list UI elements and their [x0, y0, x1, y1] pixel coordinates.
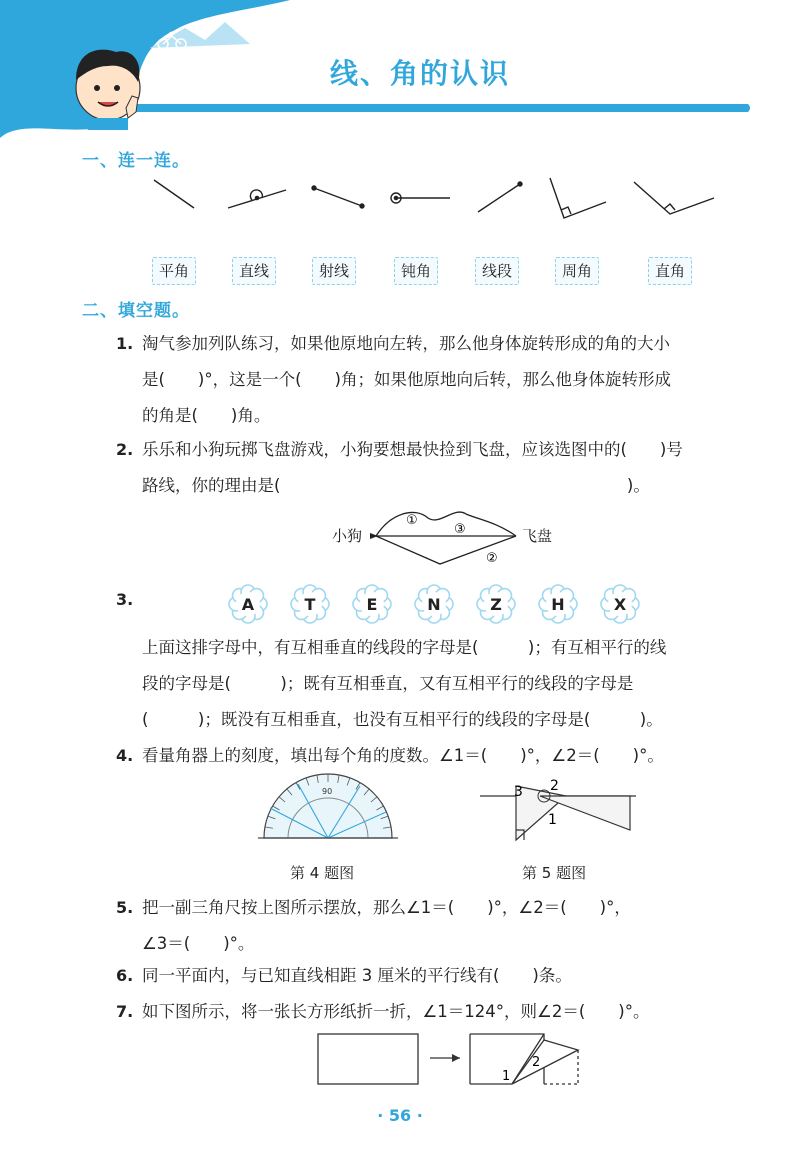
letter-h: H	[551, 595, 565, 614]
q6-number: 6.	[116, 966, 134, 985]
letter-flower-z	[477, 585, 515, 623]
q3-number: 3.	[116, 590, 134, 609]
fig5-label-3: 3	[514, 784, 523, 800]
letter-flower-h	[539, 585, 577, 623]
letter-flower-e	[353, 585, 391, 623]
protractor-90-label: 90	[322, 787, 333, 796]
q3-line-2: 段的字母是( )；既有互相垂直，又有互相平行的线段的字母是	[142, 674, 634, 693]
label-segment[interactable]: 线段	[475, 257, 519, 285]
caption-q4: 第 4 题图	[290, 864, 355, 882]
label-ray[interactable]: 射线	[312, 257, 356, 285]
letter-n: N	[427, 595, 441, 614]
rectangle-paper	[318, 1034, 418, 1084]
fold-angle-1: 1	[502, 1069, 511, 1084]
route-label-2: ②	[486, 551, 498, 566]
frisbee-label: 飞盘	[522, 527, 553, 545]
page-title: 线、角的认识	[329, 57, 510, 90]
label-full-angle[interactable]: 周角	[555, 257, 599, 285]
paper-fold-figure	[316, 1032, 586, 1088]
fold-angle-2: 2	[532, 1055, 541, 1070]
letter-flower-x	[601, 585, 639, 623]
q1-line-2: 是( )°，这是一个( )角；如果他原地向后转，那么他身体旋转形成	[142, 370, 671, 389]
page-number: · 56 ·	[377, 1106, 423, 1125]
figure-right-angle	[550, 178, 606, 218]
section-title-fill-in: 二、填空题。	[82, 301, 190, 321]
route-label-1: ①	[406, 513, 418, 528]
dog-label: 小狗	[332, 527, 363, 545]
letter-flower-n	[415, 585, 453, 623]
q4-line: 看量角器上的刻度，填出每个角的度数。∠1＝( )°，∠2＝( )°。	[142, 746, 664, 765]
q3-line-3: ( )；既没有互相垂直，也没有互相平行的线段的字母是( )。	[142, 710, 663, 729]
letter-z: Z	[490, 595, 502, 614]
matching-figures	[140, 172, 740, 232]
figure-line	[154, 180, 194, 208]
figure-segment-a	[314, 188, 362, 206]
letter-a: A	[241, 595, 255, 614]
letter-flowers	[220, 582, 660, 626]
label-right-angle[interactable]: 直角	[648, 257, 692, 285]
letter-flower-t	[291, 585, 329, 623]
letter-flower-a	[229, 585, 267, 623]
q7-number: 7.	[116, 1002, 134, 1021]
q1-line-1: 淘气参加列队练习，如果他原地向左转，那么他身体旋转形成的角的大小	[142, 334, 670, 353]
triangle-rulers-figure	[480, 776, 640, 848]
caption-q5: 第 5 题图	[522, 864, 587, 882]
route-label-3: ③	[454, 522, 466, 537]
q2-line-1: 乐乐和小狗玩掷飞盘游戏，小狗要想最快捡到飞盘，应该选图中的( )号	[142, 440, 683, 459]
label-obtuse[interactable]: 钝角	[394, 257, 438, 285]
route-diagram	[370, 500, 520, 572]
q3-line-1: 上面这排字母中，有互相垂直的线段的字母是( )；有互相平行的线	[142, 638, 667, 657]
label-line[interactable]: 直线	[232, 257, 276, 285]
label-straight-angle[interactable]: 平角	[152, 257, 196, 285]
letter-e: E	[366, 595, 378, 614]
q7-line: 如下图所示，将一张长方形纸折一折，∠1＝124°，则∠2＝( )°。	[142, 1002, 650, 1021]
q5-line-1: 把一副三角尺按上图所示摆放，那么∠1＝( )°，∠2＝( )°，	[142, 898, 631, 917]
fig5-label-2: 2	[550, 778, 559, 794]
q2-line-2: 路线，你的理由是( )。	[142, 476, 650, 495]
q4-number: 4.	[116, 746, 134, 765]
q5-number: 5.	[116, 898, 134, 917]
fig5-label-1: 1	[548, 812, 557, 828]
section-title-matching: 一、连一连。	[82, 151, 190, 171]
letter-t: T	[304, 595, 316, 614]
q1-line-3: 的角是( )角。	[142, 406, 271, 425]
letter-x: X	[613, 595, 627, 614]
figure-ray	[478, 184, 520, 212]
q5-line-2: ∠3＝( )°。	[142, 934, 255, 953]
protractor-figure	[258, 772, 398, 844]
q6-line: 同一平面内，与已知直线相距 3 厘米的平行线有( )条。	[142, 966, 572, 985]
q1-number: 1.	[116, 334, 134, 353]
q2-number: 2.	[116, 440, 134, 459]
